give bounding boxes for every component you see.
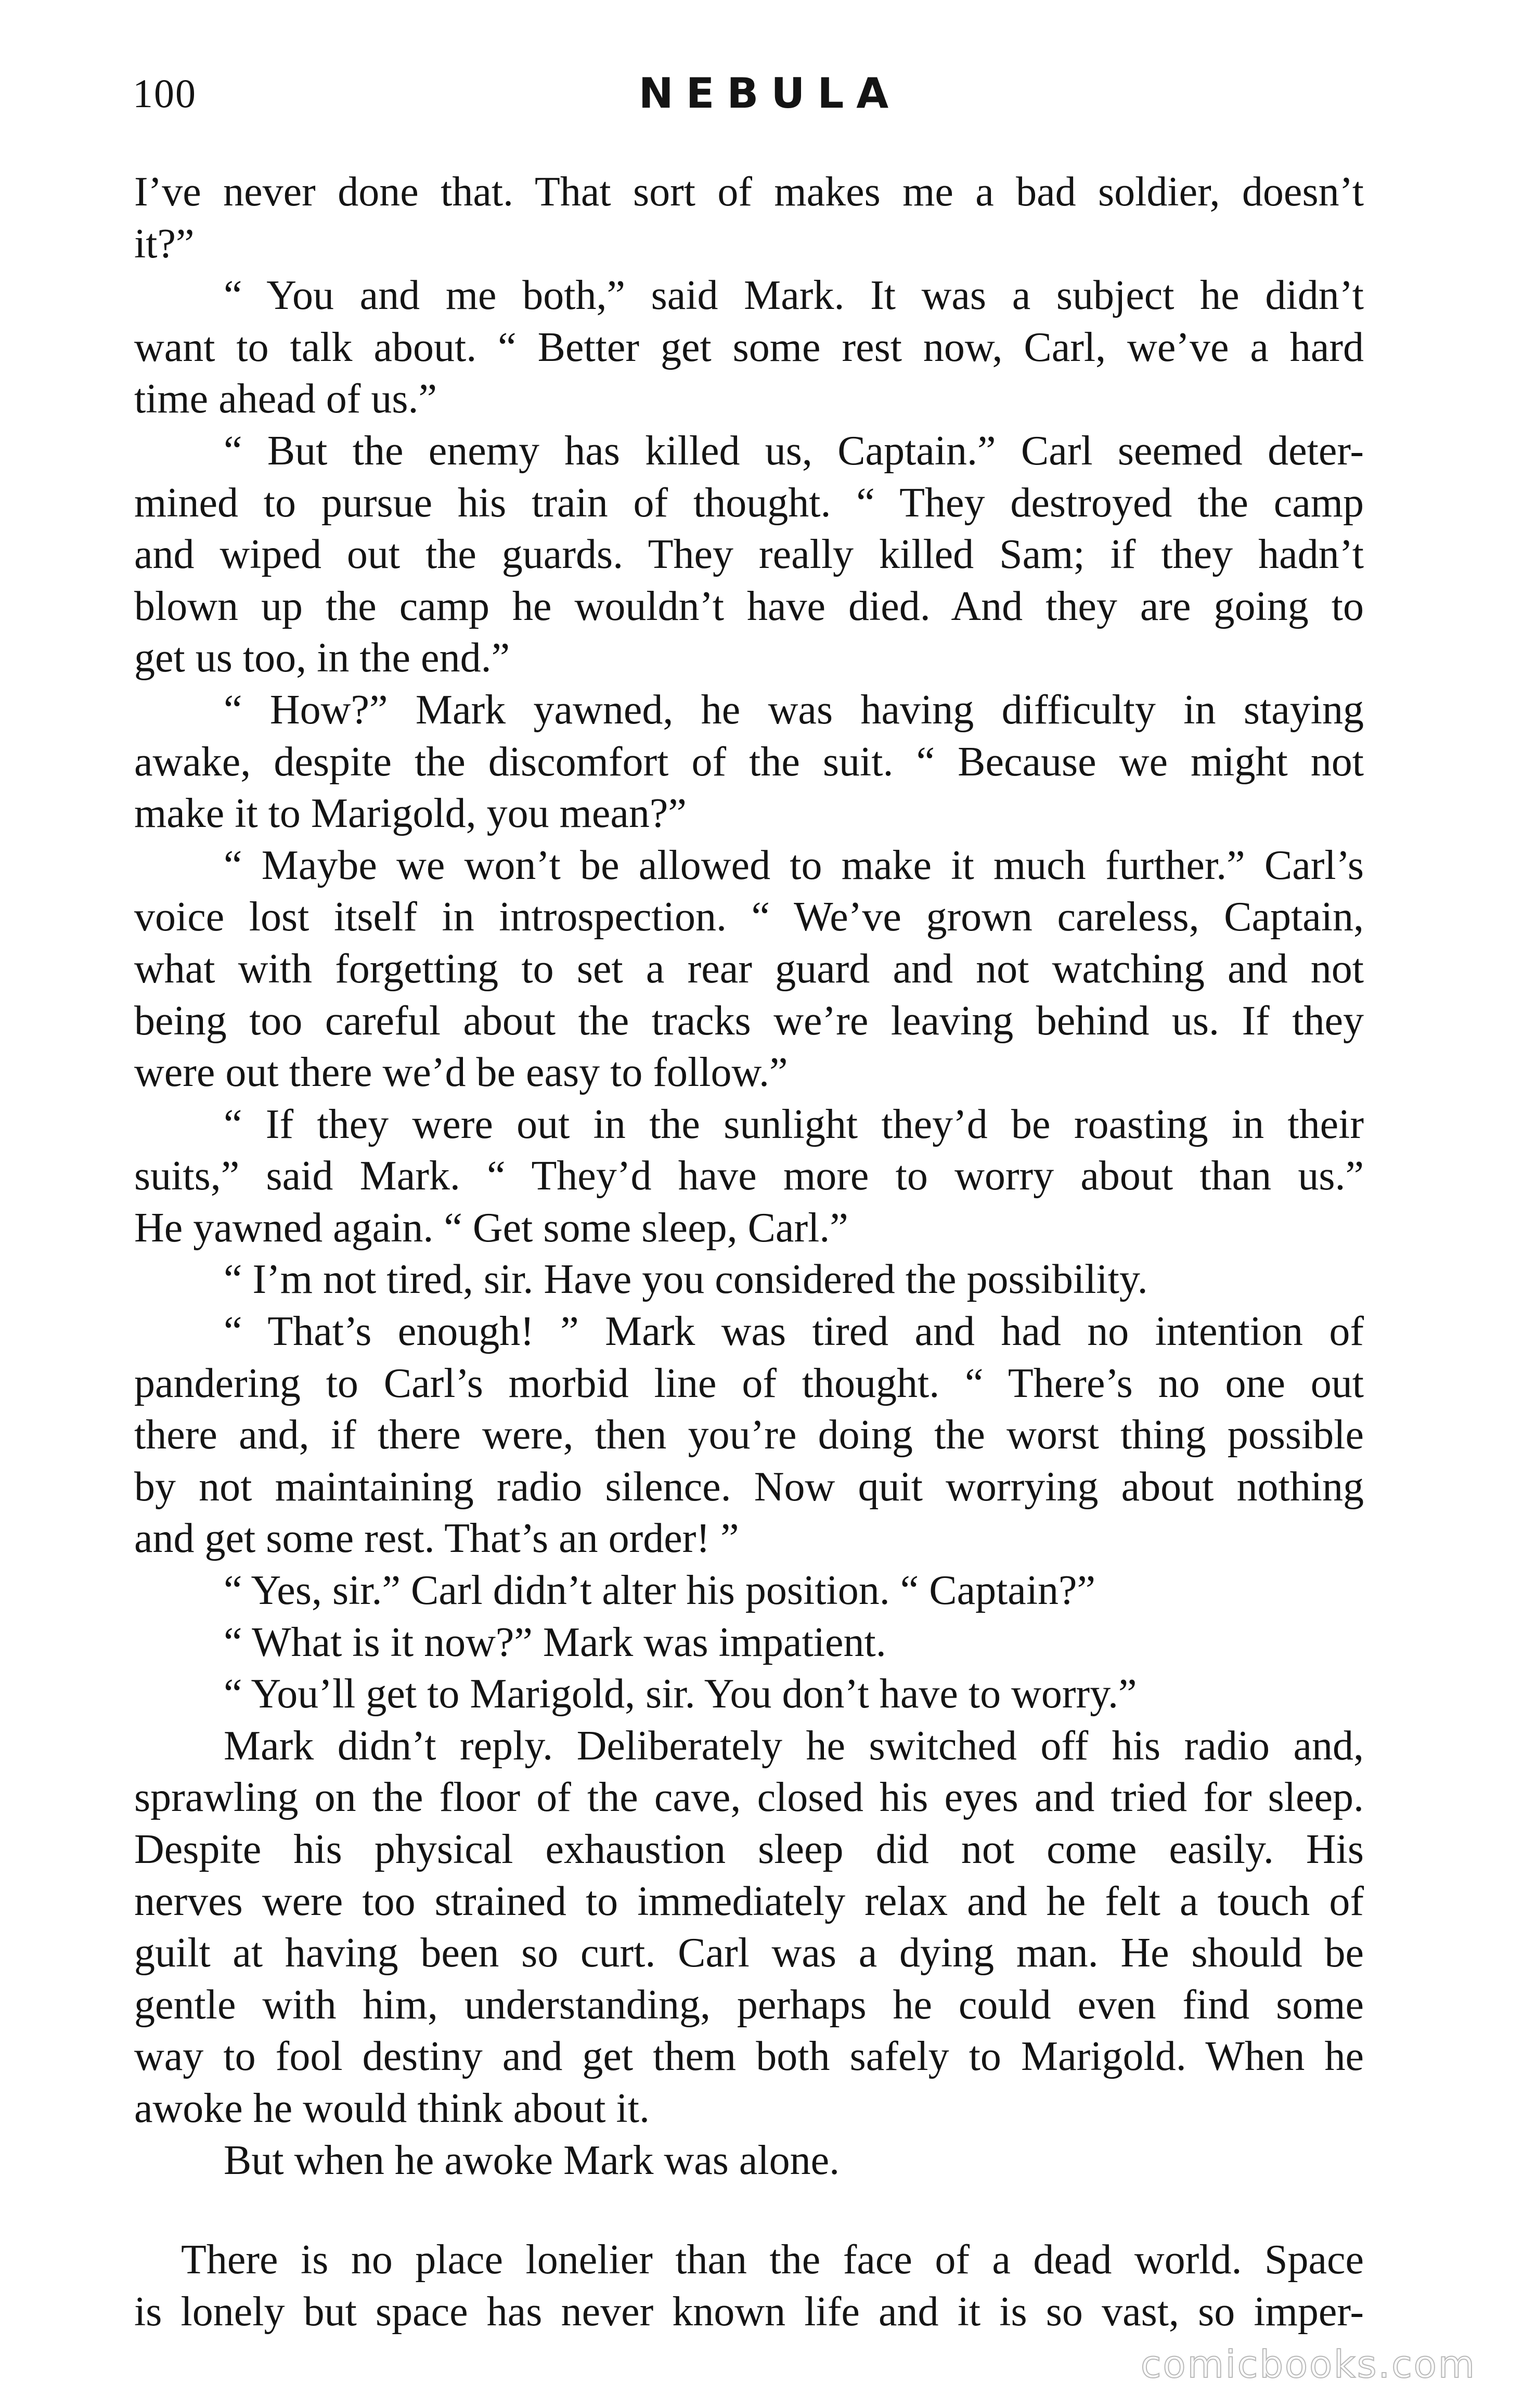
text-line: awoke he would think about it. — [134, 2085, 650, 2131]
text-line: “ If they were out in the sunlight they’d be roasting in their — [224, 1101, 1364, 1147]
text-line: way to fool destiny and get them both safely to Marigold. When he — [134, 2034, 1364, 2080]
text-line: There is no place lonelier than the face of a dead world. Space — [181, 2237, 1364, 2283]
text-line: awake, despite the discomfort of the suit. “ Because we might not — [134, 739, 1364, 785]
text-line: get us too, in the end.” — [134, 635, 510, 681]
running-title: NEBULA — [638, 69, 901, 118]
text-line: “ That’s enough! ” Mark was tired and had no intention of — [224, 1309, 1364, 1355]
text-line: “ You and me both,” said Mark. It was a subject he didn’t — [224, 273, 1364, 319]
text-line: and get some rest. That’s an order! ” — [134, 1516, 739, 1562]
text-line: blown up the camp he wouldn’t have died. And they are going to — [134, 583, 1364, 629]
text-line: time ahead of us.” — [134, 376, 437, 422]
text-line: “ What is it now?” Mark was impatient. — [224, 1619, 886, 1665]
text-line: “ Yes, sir.” Carl didn’t alter his position. “ Captain?” — [224, 1568, 1096, 1614]
text-line: is lonely but space has never known life and it is so vast, so imper- — [134, 2288, 1364, 2335]
text-line: pandering to Carl’s morbid line of thought. “ There’s no one out — [134, 1360, 1364, 1406]
text-line: I’ve never done that. That sort of makes me a bad soldier, doesn’t — [134, 169, 1364, 215]
text-line: what with forgetting to set a rear guard and not watching and not — [134, 946, 1364, 992]
watermark: comicbooks.com — [1140, 2342, 1476, 2386]
text-line: nerves were too strained to immediately relax and he felt a touch of — [134, 1878, 1364, 1924]
text-line: mined to pursue his train of thought. “ They destroyed the camp — [134, 480, 1364, 526]
text-line: want to talk about. “ Better get some rest now, Carl, we’ve a hard — [134, 324, 1364, 370]
text-line: sprawling on the floor of the cave, closed his eyes and tried for sleep. — [134, 1775, 1364, 1821]
text-line: Despite his physical exhaustion sleep did not come easily. His — [134, 1827, 1364, 1872]
text-line: “ But the enemy has killed us, Captain.” Carl seemed deter- — [224, 428, 1364, 474]
text-line: were out there we’d be easy to follow.” — [134, 1050, 788, 1096]
page-header — [133, 62, 1371, 125]
text-line: by not maintaining radio silence. Now quit worrying about nothing — [134, 1464, 1364, 1510]
text-line: and wiped out the guards. They really killed Sam; if they hadn’t — [134, 532, 1364, 578]
body-text — [134, 166, 1364, 2338]
text-line: voice lost itself in introspection. “ We’ve grown careless, Captain, — [134, 894, 1364, 940]
text-line: “ I’m not tired, sir. Have you considered the possibility. — [224, 1257, 1148, 1303]
text-line: Mark didn’t reply. Deliberately he switched off his radio and, — [224, 1723, 1364, 1769]
text-line: “ You’ll get to Marigold, sir. You don’t have to worry.” — [224, 1671, 1137, 1717]
text-line: He yawned again. “ Get some sleep, Carl.” — [134, 1205, 848, 1251]
text-line: gentle with him, understanding, perhaps he could even find some — [134, 1982, 1364, 2028]
page-number: 100 — [133, 71, 197, 116]
text-line: being too careful about the tracks we’re leaving behind us. If they — [134, 998, 1364, 1044]
text-line: guilt at having been so curt. Carl was a dying man. He should be — [134, 1930, 1364, 1976]
section-break — [134, 2186, 1364, 2234]
text-line: suits,” said Mark. “ They’d have more to worry about than us.” — [134, 1153, 1364, 1199]
text-line: there and, if there were, then you’re doing the worst thing possible — [134, 1412, 1364, 1458]
text-line: “ How?” Mark yawned, he was having difficulty in staying — [224, 687, 1364, 733]
text-line: it?” — [134, 221, 195, 267]
text-line: “ Maybe we won’t be allowed to make it much further.” Carl’s — [224, 842, 1364, 888]
text-line: But when he awoke Mark was alone. — [224, 2137, 840, 2183]
text-line: make it to Marigold, you mean?” — [134, 791, 687, 837]
